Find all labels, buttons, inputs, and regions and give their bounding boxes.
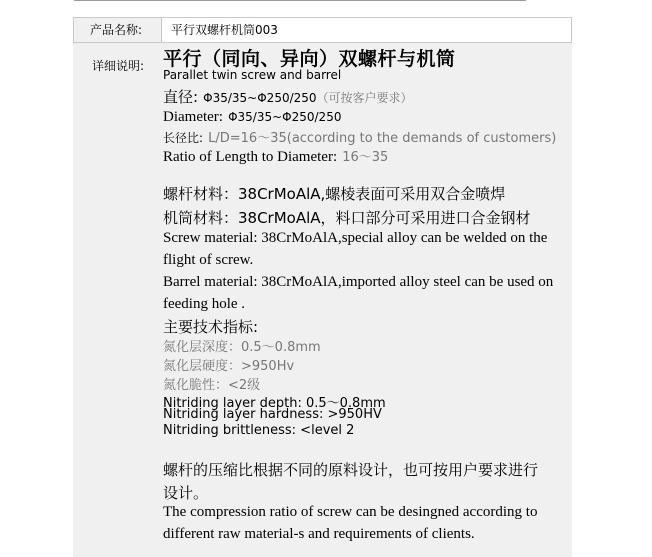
diameter-en-line [163, 106, 341, 126]
diameter-zh-line [163, 86, 413, 107]
detail-label: 详细说明: [92, 59, 145, 73]
ratio-zh-2: 设计。 [163, 484, 209, 502]
ld-en-line [163, 146, 388, 166]
screw-material-en-2: flight of screw. [163, 252, 254, 268]
tech-heading: 主要技术指标: [163, 318, 259, 336]
ld-zh-line [163, 127, 556, 146]
barrel-material-en-2: feeding hole . [163, 296, 246, 312]
diameter-zh-value: Φ35/35~Φ250/250 [203, 91, 317, 105]
ld-zh-value: L/D=16～35(according to the demands of customers) [208, 131, 557, 146]
tech-en-2: Nitriding layer hardness: >950HV [163, 407, 382, 422]
ratio-en-1: The compression ratio of screw can be desingned according to [163, 504, 538, 520]
diameter-en-label: Diameter: [163, 109, 223, 125]
top-divider [74, 0, 526, 1]
product-title: 平行（同向、异向）双螺杆与机筒 [163, 48, 456, 70]
ld-en-value: 16～35 [342, 150, 389, 165]
ld-en-label: Ratio of Length to Diameter: [163, 149, 338, 165]
screw-material-zh: 螺杆材料：38CrMoAlA,螺棱表面可采用双合金喷焊 [163, 185, 506, 203]
product-name-row [73, 17, 572, 43]
tech-en-1: Nitriding layer depth: 0.5～0.8mm [163, 396, 386, 411]
ld-zh-label: 长径比: [163, 131, 204, 145]
tech-en-3: Nitriding brittleness: <level 2 [163, 423, 355, 438]
screw-material-en-1: Screw material: 38CrMoAlA,special alloy can be welded on the [163, 230, 548, 246]
barrel-material-zh: 机筒材料：38CrMoAlA，料口部分可采用进口合金钢材 [163, 209, 531, 227]
ratio-en-2: different raw material-s and requirements of clients. [163, 526, 475, 542]
diameter-en-value: Φ35/35~Φ250/250 [228, 110, 342, 124]
product-name-value: 平行双螺杆机筒003 [171, 23, 278, 37]
diameter-zh-label: 直径: [163, 88, 199, 106]
detail-section [73, 43, 572, 557]
tech-zh-3: 氮化脆性：<2级 [163, 378, 261, 393]
tech-zh-1: 氮化层深度：0.5～0.8mm [163, 340, 321, 355]
barrel-material-en-1: Barrel material: 38CrMoAlA,imported alloy steel can be used on [163, 274, 554, 290]
product-subtitle: Parallet twin screw and barrel [163, 68, 342, 82]
diameter-zh-note: （可按客户要求） [316, 91, 413, 105]
product-name-label: 产品名称: [74, 18, 162, 42]
ratio-zh-1: 螺杆的压缩比根据不同的原料设计，也可按用户要求进行 [163, 461, 539, 479]
tech-zh-2: 氮化层硬度：>950Hv [163, 359, 295, 374]
